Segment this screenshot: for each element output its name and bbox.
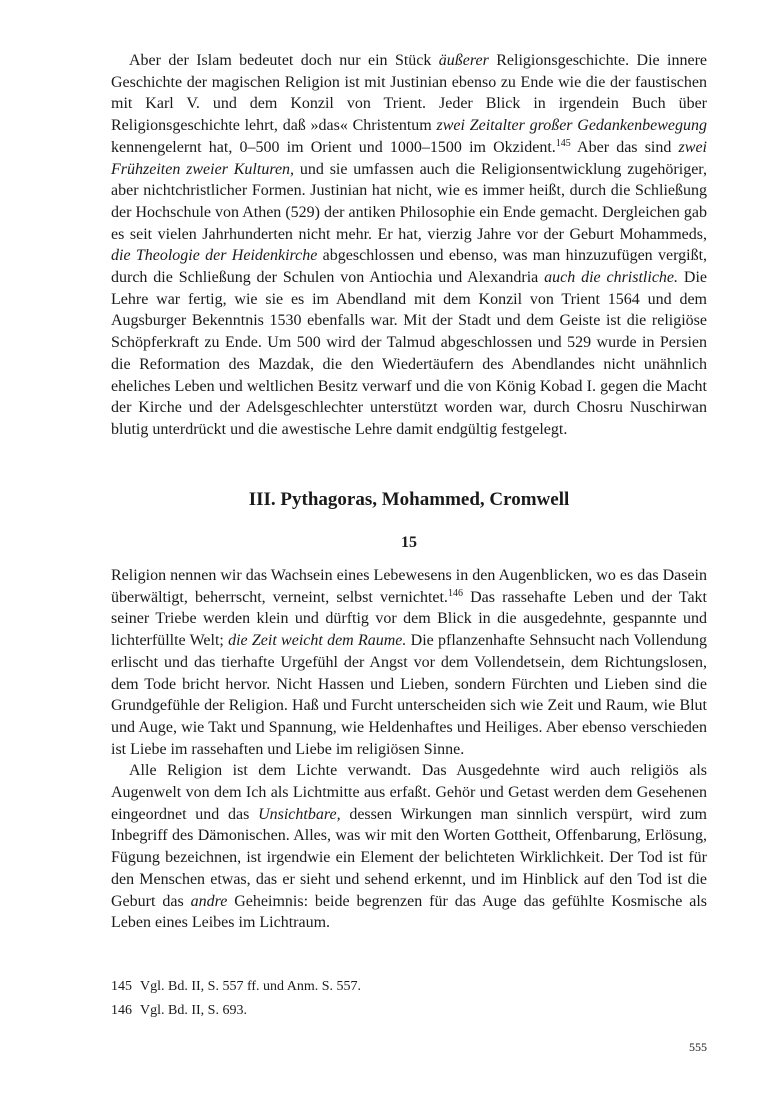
text-span: Die Lehre war fertig, wie sie es im Abendland mit dem Konzil von Trient 1564 und dem Augsburger Bekenntnis 1530 ebenfalls war. Mit der Stadt und dem Geiste ist die religiöse Schöpferkraft zu Ende. Um 500 wird der Talmud abgeschlossen und 529 wurde in Persien die Reformation des Mazdak, die den Wiedertäufern des Abendlandes nicht unähnlich eheliches Leben und weltlichen Besitz verwarf und die von König Kobad I. gegen die Macht der Kirche und der Adelsgeschlechter unterstützt worden war, durch Chosru Nuschirwan blutig unterdrückt und die awestische Lehre damit endgültig festgelegt. bbox=[111, 269, 707, 438]
emphasis: Unsichtbare, bbox=[258, 805, 341, 823]
footnote-ref-146[interactable]: 146 bbox=[447, 587, 463, 599]
page-number: 555 bbox=[689, 1040, 707, 1054]
text-span: Die pflanzenhafte Sehnsucht nach Vollendung erlischt und das tierhafte Urgefühl der Angst vor dem Vollendetsein, dem Richtungslosen, dem Tode bricht hervor. Nicht Hassen und Lieben, sondern Fürchten und Lieben sind die Grundgefühle der Religion. Haß und Furcht unterscheiden sich wie Zeit und Raum, wie Blut und Auge, wie Takt und Spannung, wie Heldenhaftes und Heiliges. Aber ebenso verschieden ist Liebe im rassehaften und Liebe im religiösen Sinne. bbox=[111, 632, 707, 758]
footnote-145 bbox=[111, 975, 707, 999]
emphasis: zwei Zeitalter großer Gedankenbewegung bbox=[436, 117, 708, 135]
text-span: Religion nennen wir das Wachsein eines Lebewesens in den Augenblicken, wo es das Dasein überwältigt, beherrscht, verneint, selbst vernichtet. bbox=[111, 567, 707, 606]
text-block-top bbox=[111, 50, 707, 441]
text-span: Religionsgeschichte. Die innere Geschichte der magischen Religion ist mit Justinian ebenso zu Ende wie die der faustischen mit Karl V. und dem Konzil von Trient. Jeder Blick in irgendein Buch über Religionsgeschichte lehrt, daß »das« Christentum bbox=[111, 52, 708, 135]
text-span: abgeschlossen und ebenso, was man hinzuzufügen vergißt, durch die Schließung der Schulen von Antiochia und Alexandria bbox=[111, 247, 708, 287]
footnote-text: Vgl. Bd. II, S. 693. bbox=[140, 1003, 247, 1018]
paragraph-islam bbox=[111, 50, 707, 441]
text-span: Alle Religion ist dem Lichte verwandt. Das Ausgedehnte wird auch religiös als Augenwelt von dem Ich als Lichtmitte aus erfaßt. Gehör und Getast werden dem Gesehenen eingeordnet und das bbox=[111, 762, 707, 823]
text-block-bottom bbox=[111, 565, 707, 934]
paragraph-licht bbox=[111, 760, 707, 934]
text-span: dessen Wirkungen man sinnlich verspürt, wird zum Inbegriff des Dämonischen. Alles, was wir mit den Worten Gottheit, Offenbarung, Erlösung, Fügung bezeichnen, ist irgendwie ein Element der belichteten Wirklichkeit. Der Tod ist für den Menschen etwas, das er sieht und sehend erkennt, und im Hinblick auf den Tod ist die Geburt das bbox=[111, 805, 707, 910]
text-span: kennengelernt hat, 0–500 im Orient und 1000–1500 im Okzident. bbox=[111, 138, 556, 156]
text-span: Aber das sind bbox=[570, 138, 679, 156]
text-span: Aber der Islam bedeutet doch nur ein Stück bbox=[129, 52, 439, 69]
footnotes bbox=[111, 975, 707, 1023]
text-span: und sie umfassen auch die Religionsentwicklung zugehöriger, aber nichtchristlicher Formen. Justinian hat nicht, wie es immer heißt, durch die Schließung der Hochschule von Athen (529) der antiken Philosophie ein Ende gemacht. Dergleichen gab es seit vielen Jahrhunderten nicht mehr. Er hat, vierzig Jahre vor der Geburt Mohammeds, bbox=[111, 160, 707, 243]
paragraph-religion bbox=[111, 565, 707, 760]
footnote-text: Vgl. Bd. II, S. 557 ff. und Anm. S. 557. bbox=[140, 979, 362, 994]
emphasis: andre bbox=[190, 892, 228, 910]
footnote-number: 146 bbox=[111, 1003, 132, 1018]
footnote-146 bbox=[111, 999, 707, 1023]
emphasis: die Zeit weicht dem Raume. bbox=[228, 632, 407, 650]
emphasis: auch die christliche. bbox=[544, 269, 679, 287]
emphasis: die Theologie der Heidenkirche bbox=[111, 247, 318, 265]
section-heading: III. Pythagoras, Mohammed, Cromwell bbox=[248, 489, 570, 510]
footnote-ref-145[interactable]: 145 bbox=[555, 137, 571, 149]
section-number: 15 bbox=[401, 534, 417, 551]
footnote-number: 145 bbox=[111, 979, 132, 994]
emphasis: äußerer bbox=[438, 52, 489, 69]
text-span: Geheimnis: beide begrenzen für das Auge das gefühlte Kosmische als Leben eines Leibes im Lichtraum. bbox=[111, 892, 707, 932]
text-span: Das rassehafte Leben und der Takt seiner Triebe werden klein und dürftig vor dem Blick in die ausgedehnte, gespannte und lichterfüllte Welt; bbox=[111, 588, 707, 650]
emphasis: zwei Frühzeiten zweier Kulturen, bbox=[111, 138, 707, 178]
